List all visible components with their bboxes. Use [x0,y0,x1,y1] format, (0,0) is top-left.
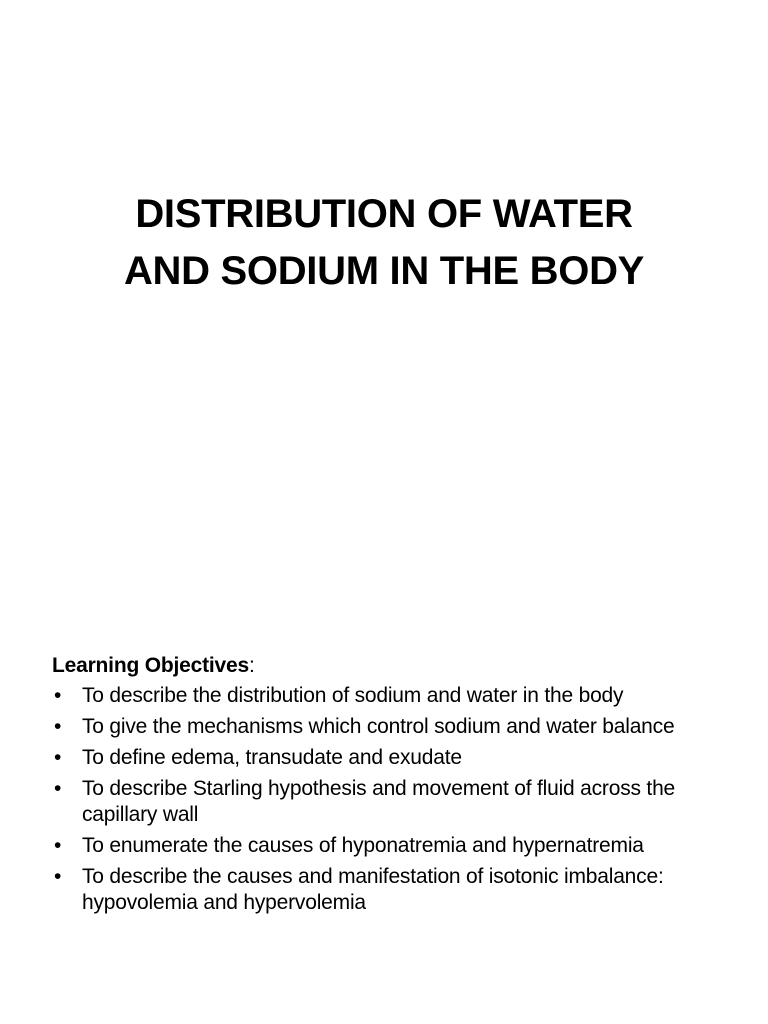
objectives-heading-label: Learning Objectives [52,654,249,677]
bullet-icon: • [54,684,62,707]
slide-title-line-2: AND SODIUM IN THE BODY [123,249,645,293]
bullet-icon: • [54,865,62,888]
bullet-icon: • [54,777,62,800]
bullet-icon: • [54,715,62,738]
objective-item [52,745,712,771]
objective-text: To describe the causes and manifestation of isotonic imbalance: hypovolemia and hypervolemia [82,865,664,914]
objectives-heading [52,653,712,679]
objective-item [52,776,712,828]
learning-objectives [52,653,712,921]
objective-text: To define edema, transudate and exudate [82,746,462,769]
bullet-icon: • [54,746,62,769]
objective-text: To describe the distribution of sodium and water in the body [82,684,624,707]
slide-title [40,186,728,300]
objective-text: To describe Starling hypothesis and movement of fluid across the capillary wall [82,777,676,826]
objective-text: To enumerate the causes of hyponatremia and hypernatremia [82,834,644,857]
objective-item [52,683,712,709]
objective-item [52,714,712,740]
objectives-heading-colon: : [248,654,255,677]
bullet-icon: • [54,834,62,857]
slide-title-line-1: DISTRIBUTION OF WATER [135,192,633,236]
objective-text: To give the mechanisms which control sodium and water balance [82,715,675,738]
objective-item [52,833,712,859]
objective-item [52,864,712,916]
objectives-list [52,683,712,916]
